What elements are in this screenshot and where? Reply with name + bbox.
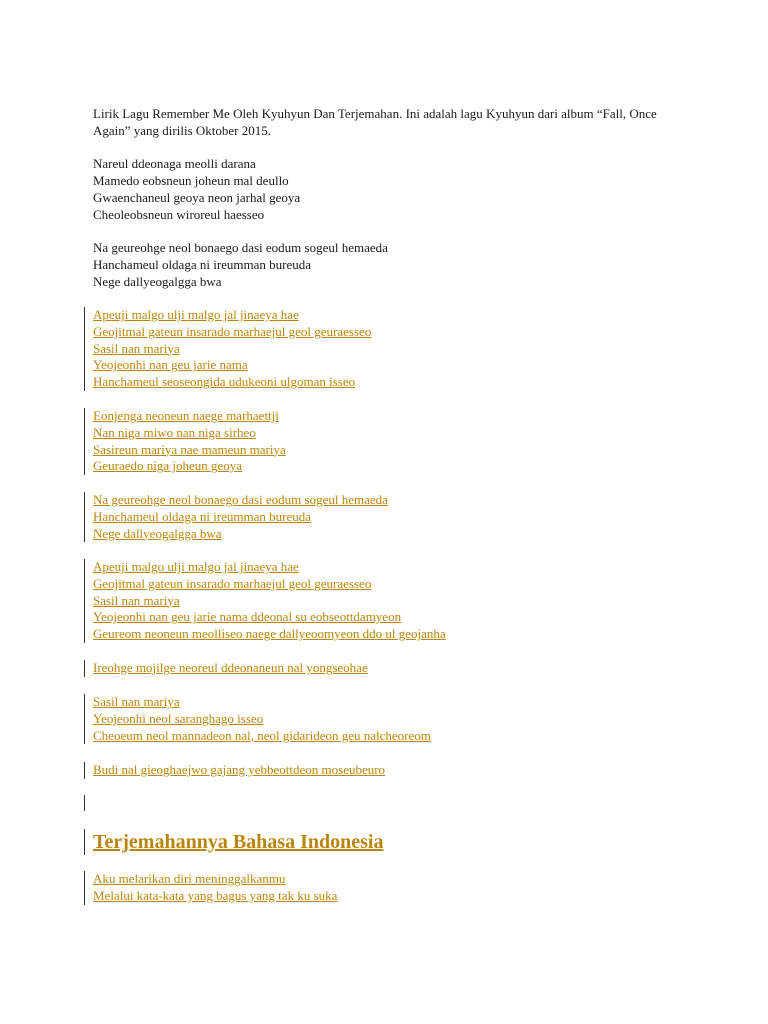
intro-paragraph: Lirik Lagu Remember Me Oleh Kyuhyun Dan Terjemahan. Ini adalah lagu Kyuhyun dari album “Fall, Once Again” yang dirilis Oktober 2015. (93, 106, 657, 138)
lyric-link[interactable]: Nege dallyeogalgga bwa (93, 525, 222, 541)
lyric-link[interactable]: Geureom neoneun meolliseo naege dallyeoomyeon ddo ul geojanha (93, 626, 446, 642)
translation-block (84, 871, 337, 905)
lyric-link[interactable]: Budi nal gieoghaejwo gajang yebbeottdeon moseubeuro (93, 762, 386, 777)
lyric-link-block-7 (84, 762, 385, 779)
lyric-link[interactable]: Sasil nan mariya (93, 340, 180, 356)
lyric-link-block-5 (84, 660, 368, 677)
lyric-link[interactable]: Sasireun mariya nae mameun mariya (93, 441, 286, 457)
translation-link[interactable]: Melalui kata-kata yang bagus yang tak ku suka (93, 887, 338, 903)
lyric-line: Nege dallyeogalgga bwa (93, 274, 222, 289)
lyric-link[interactable]: Geojitmal gateun insarado marhaejul geol geuraesseo (93, 323, 372, 339)
lyric-link[interactable]: Geojitmal gateun insarado marhaejul geol geuraesseo (93, 575, 372, 591)
lyric-link[interactable]: Apeuji malgo ulji malgo jal jinaeya hae (93, 559, 299, 574)
empty-link-marker (84, 795, 97, 811)
verse-2 (93, 239, 388, 290)
translation-heading-link[interactable]: Terjemahannya Bahasa Indonesia (93, 831, 384, 853)
lyric-link-block-1 (84, 307, 371, 391)
lyric-link[interactable]: Cheoeum neol mannadeon nal, neol gidarideon geu nalcheoreom (93, 727, 431, 743)
lyric-link[interactable]: Ireohge mojilge neoreul ddeonaneun nal yongseohae (93, 660, 368, 675)
lyric-link[interactable]: Yeojeonhi neol saranghago isseo (93, 710, 264, 726)
verse-1 (93, 155, 300, 223)
lyric-link[interactable]: Geuraedo niga joheun geoya (93, 458, 243, 474)
lyric-line: Na geureohge neol bonaego dasi eodum sogeul hemaeda (93, 240, 388, 255)
translation-heading (84, 829, 383, 855)
empty-link[interactable] (93, 795, 97, 809)
translation-link[interactable]: Aku melarikan diri meninggalkanmu (93, 871, 286, 886)
lyric-line: Gwaenchaneul geoya neon jarhal geoya (93, 190, 301, 205)
lyric-link[interactable]: Hanchameul oldaga ni ireumman bureuda (93, 508, 312, 524)
lyric-link-block-3 (84, 492, 388, 542)
lyric-link[interactable]: Hanchameul seoseongida udukeoni ulgoman isseo (93, 374, 356, 390)
lyric-line: Mamedo eobsneun joheun mal deullo (93, 173, 289, 188)
lyric-link[interactable]: Yeojeonhi nan geu jarie nama (93, 357, 248, 373)
lyric-link[interactable]: Nan niga miwo nan niga sirheo (93, 424, 256, 440)
lyric-line: Cheoleobsneun wiroreul haesseo (93, 207, 265, 222)
lyric-link-block-6 (84, 694, 431, 744)
lyric-line: Hanchameul oldaga ni ireumman bureuda (93, 257, 312, 272)
lyric-link[interactable]: Eonjenga neoneun naege marhaettji (93, 408, 279, 423)
lyric-link-block-4 (84, 559, 446, 643)
lyric-link[interactable]: Sasil nan mariya (93, 694, 180, 709)
lyric-link[interactable]: Na geureohge neol bonaego dasi eodum sogeul hemaeda (93, 492, 388, 507)
lyric-link[interactable]: Sasil nan mariya (93, 592, 180, 608)
lyric-link[interactable]: Apeuji malgo ulji malgo jal jinaeya hae (93, 307, 299, 322)
lyric-line: Nareul ddeonaga meolli darana (93, 156, 256, 171)
lyric-link[interactable]: Yeojeonhi nan geu jarie nama ddeonal su eobseottdamyeon (93, 609, 402, 625)
lyric-link-block-2 (84, 408, 286, 475)
